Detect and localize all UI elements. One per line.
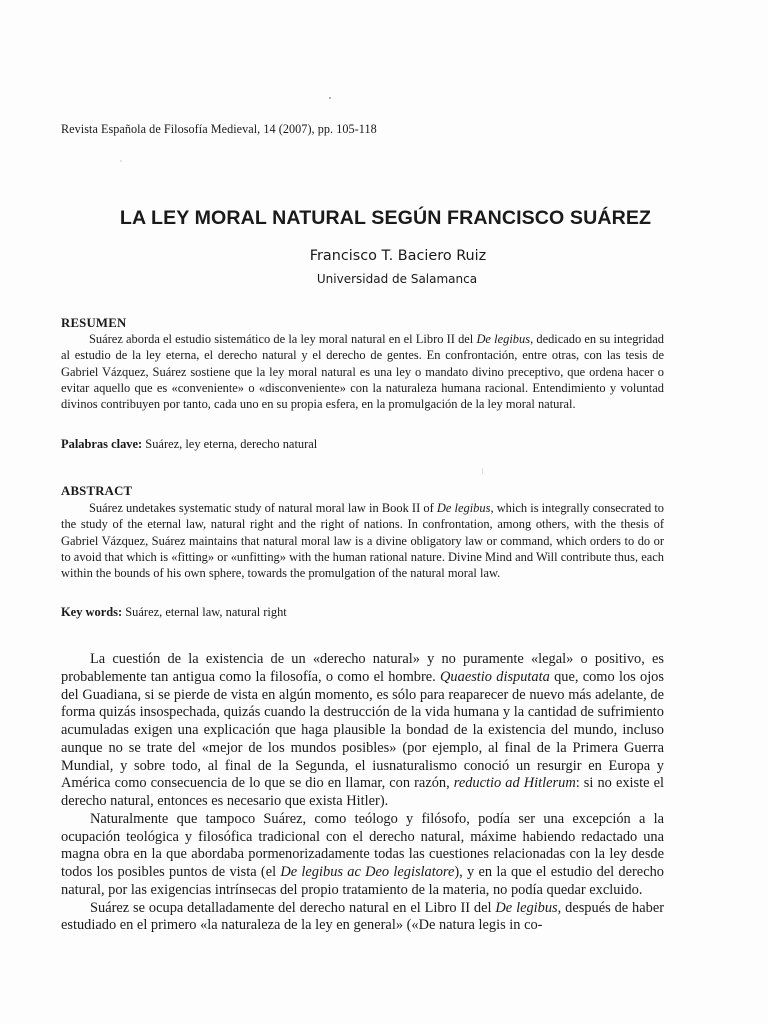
scan-speck xyxy=(482,468,483,474)
abstract-heading: ABSTRACT xyxy=(61,484,133,498)
journal-header: Revista Española de Filosofía Medieval, 14 (2007), pp. 105-118 xyxy=(61,122,377,136)
body-text-part: , después de haber estudiado en el primero «la naturaleza de la ley en general» («De natura legis in co- xyxy=(61,899,664,934)
abstract-text-part: Suárez undetakes systematic study of natural moral law in Book II of xyxy=(89,501,437,515)
resumen-paragraph xyxy=(61,331,664,412)
body-text-part: ), y en la que el estudio del derecho natural, por las exigencias intrínsecas del propio tratamiento de la materia, no podía quedar excluido. xyxy=(61,864,664,898)
key-words-label: Key words: xyxy=(61,605,123,619)
body-text-part: : si no existe el derecho natural, entonces es necesario que exista Hitler). xyxy=(61,775,664,809)
body-italic: De legibus ac Deo legislatore xyxy=(280,864,455,880)
body-text-part: Naturalmente que tampoco Suárez, como teólogo y filósofo, podía ser una excepción a la ocupación teológica y filosófica tradicional con el derecho natural, máxime habiendo redactado una magna obra en la que abordaba pormenorizadamente todas las cuestiones relacionadas con la ley desde todos los posibles puntos de vista (el xyxy=(61,810,664,880)
abstract-italic: De legibus xyxy=(436,501,491,515)
resumen-heading: RESUMEN xyxy=(61,316,127,330)
scan-speck xyxy=(120,160,122,162)
body-paragraph-2 xyxy=(61,811,664,900)
key-words xyxy=(61,605,287,620)
author-affiliation: Universidad de Salamanca xyxy=(316,272,478,286)
palabras-clave xyxy=(61,437,317,452)
resumen-italic: De legibus xyxy=(476,332,531,346)
author-name: Francisco T. Baciero Ruiz xyxy=(309,248,487,264)
body-paragraph-3 xyxy=(61,900,664,936)
article-body xyxy=(61,651,664,935)
palabras-clave-value: Suárez, ley eterna, derecho natural xyxy=(142,437,318,451)
body-italic: reductio ad Hitlerum xyxy=(453,775,576,792)
resumen-text-part: , dedicado en su integridad al estudio de la ley eterna, el derecho natural y el derecho de gentes. En confrontación, entre otras, con las tesis de Gabriel Vázquez, Suárez sostiene que la ley moral natural es una ley o mandato divino preceptivo, que ordena hacer o evitar aquello que es «conveniente» o «disconveniente» con la naturaleza humana racional. Entendimiento y voluntad divinos contribuyen por tanto, cada uno en su propia esfera, en la promulgación de la ley moral natural. xyxy=(61,332,664,412)
palabras-clave-label: Palabras clave: xyxy=(61,437,143,451)
body-text-part: que, como los ojos del Guadiana, si se pierde de vista en algún momento, es sólo para reaparecer de nuevo más adelante, de forma quizás insospechada, quizás cuando la destrucción de la vida humana y la cantidad de sufrimiento acumuladas exigen una explicación que haga plausible la bondad de la existencia del mundo, incluso aunque no se trate del «mejor de los mundos posibles» (por ejemplo, al final de la Primera Guerra Mundial, y sobre todo, al final de la Segunda, el iusnaturalismo conoció un resurgir en Europa y América como consecuencia de lo que se dio en llamar, con razón, xyxy=(61,668,664,792)
body-italic: De legibus xyxy=(495,899,558,916)
body-text-part: Suárez se ocupa detalladamente del derecho natural en el Libro II del xyxy=(90,899,496,916)
body-text-part: La cuestión de la existencia de un «derecho natural» y no puramente «legal» o positivo, es probablemente tan antigua como la filosofía, o como el hombre. xyxy=(61,651,664,685)
key-words-value: Suárez, eternal law, natural right xyxy=(122,605,287,619)
abstract-text-part: , which is integrally consecrated to the study of the eternal law, natural right and the right of nations. In confrontation, among others, with the thesis of Gabriel Vázquez, Suárez maintains that natural moral law is a divine obligatory law or command, which orders to do or to avoid that which is «fitting» or «unfitting» with the human rational nature. Divine Mind and Will contribute thus, each within the bounds of his own sphere, towards the promulgation of the natural moral law. xyxy=(61,501,664,581)
resumen-text xyxy=(61,331,664,412)
abstract-paragraph xyxy=(61,500,664,581)
body-italic: Quaestio disputata xyxy=(440,668,550,685)
scan-speck xyxy=(329,97,331,99)
article-title: LA LEY MORAL NATURAL SEGÚN FRANCISCO SUÁREZ xyxy=(119,207,652,229)
resumen-text-part: Suárez aborda el estudio sistemático de la ley moral natural en el Libro II del xyxy=(89,332,477,346)
body-paragraph-1 xyxy=(61,651,664,811)
abstract-text xyxy=(61,500,664,581)
